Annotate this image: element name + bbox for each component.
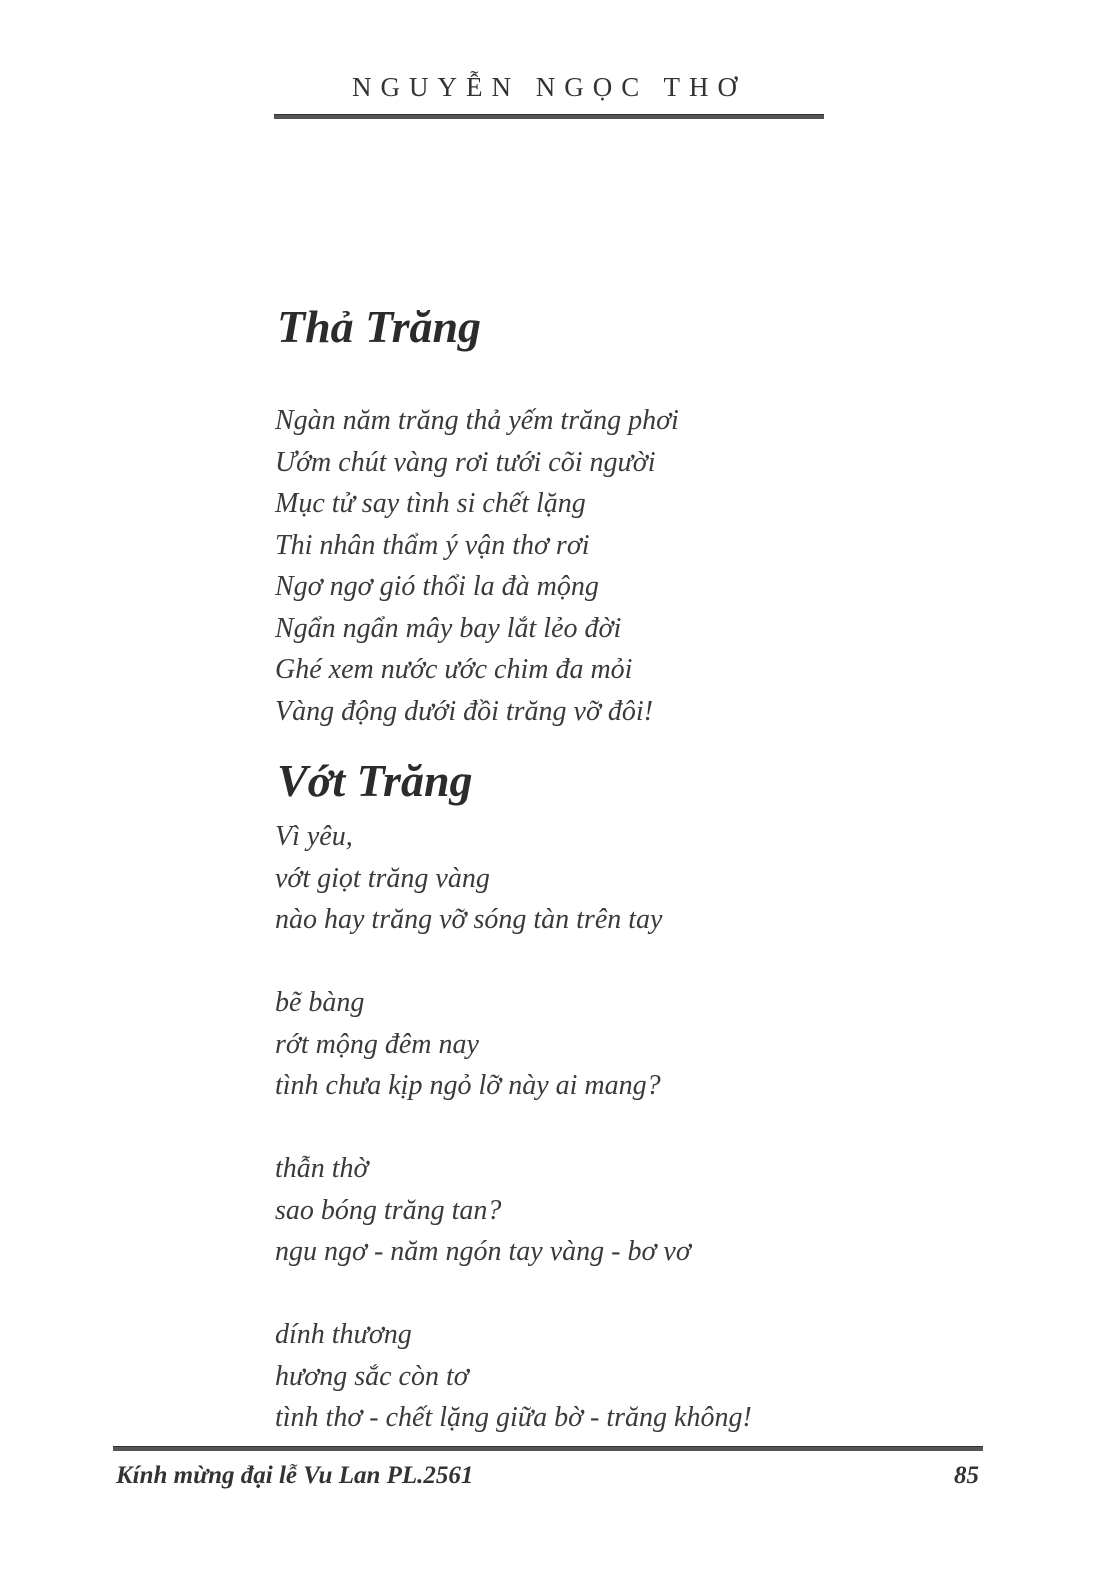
stanza xyxy=(275,982,661,1107)
stanza xyxy=(275,1148,691,1273)
verse-line: Ngơ ngơ gió thổi la đà mộng xyxy=(275,571,599,602)
verse-line: hương sắc còn tơ xyxy=(275,1360,469,1392)
verse-line: vớt giọt trăng vàng xyxy=(275,862,490,894)
poem-title-vot-trang: Vớt Trăng xyxy=(277,755,473,806)
verse-line: Ướm chút vàng rơi tưới cõi người xyxy=(275,446,656,478)
header-rule xyxy=(274,114,824,119)
verse-line: rớt mộng đêm nay xyxy=(275,1028,479,1060)
verse-line: nào hay trăng vỡ sóng tàn trên tay xyxy=(275,904,663,935)
verse-line: Vàng động dưới đồi trăng vỡ đôi! xyxy=(275,695,654,727)
verse-line: tình chưa kịp ngỏ lỡ này ai mang? xyxy=(275,1070,661,1101)
verse-line: ngu ngơ - năm ngón tay vàng - bơ vơ xyxy=(275,1236,691,1267)
verse-line: bẽ bàng xyxy=(275,987,365,1018)
verse-line: Mục tử say tình si chết lặng xyxy=(275,488,586,519)
verse-line: Thi nhân thẩm ý vận thơ rơi xyxy=(275,529,590,561)
stanza xyxy=(275,1314,752,1439)
poem-title-tha-trang: Thả Trăng xyxy=(277,301,482,352)
verse-line: tình thơ - chết lặng giữa bờ - trăng không! xyxy=(275,1402,752,1433)
verse-line: Ghé xem nước ước chim đa mỏi xyxy=(275,654,633,685)
verse-line: dính thương xyxy=(275,1319,412,1350)
verse-line: Ngàn năm trăng thả yếm trăng phơi xyxy=(275,405,679,436)
author-name: NGUYỄN NGỌC THƠ xyxy=(352,72,746,102)
verse-line: thẫn thờ xyxy=(275,1153,369,1184)
page-number: 85 xyxy=(954,1462,979,1489)
footer-rule xyxy=(113,1446,983,1451)
poem-tha-trang-body xyxy=(275,400,679,732)
verse-line: sao bóng trăng tan? xyxy=(275,1194,502,1226)
footer-caption: Kính mừng đại lễ Vu Lan PL.2561 xyxy=(116,1462,474,1489)
verse-line: Vì yêu, xyxy=(275,821,353,852)
stanza xyxy=(275,816,662,941)
verse-line: Ngẩn ngẩn mây bay lắt lẻo đời xyxy=(275,612,622,644)
